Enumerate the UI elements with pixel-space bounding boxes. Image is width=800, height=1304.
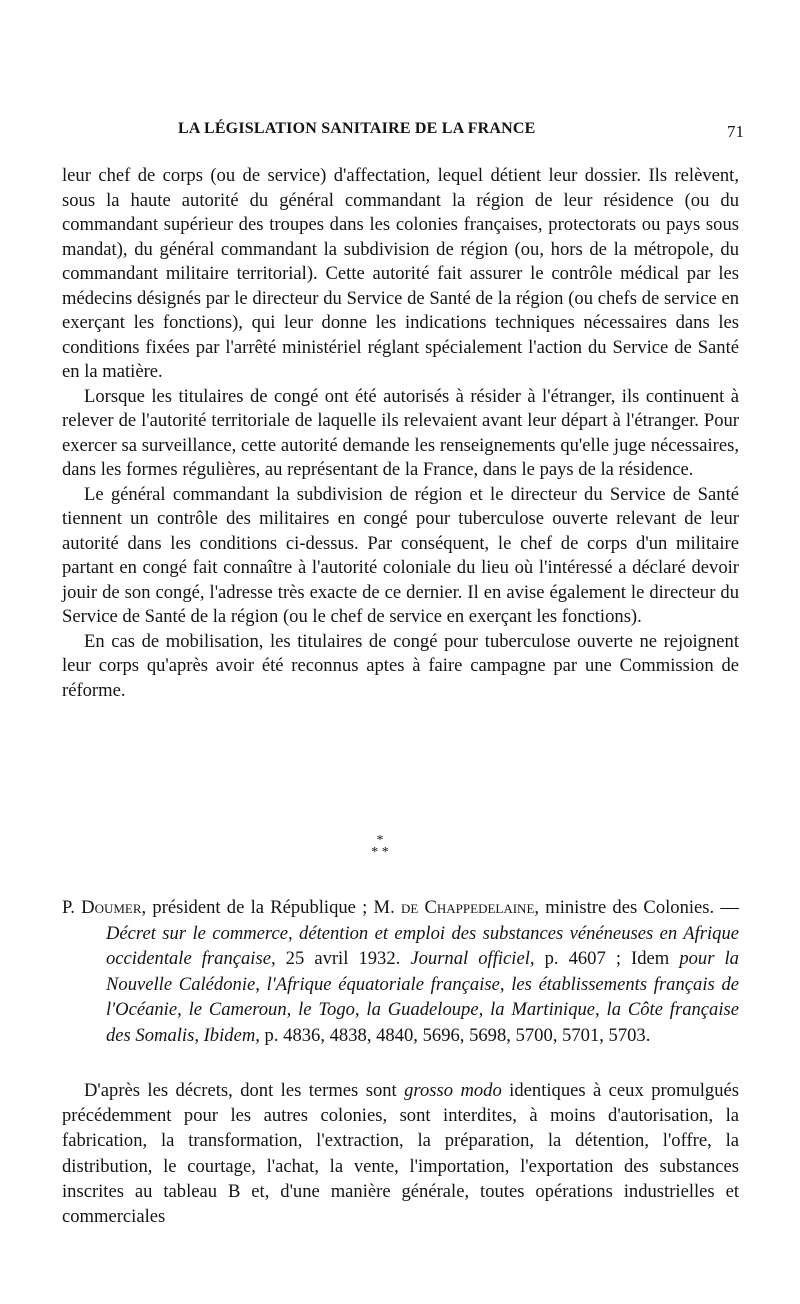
paragraph-decree-summary xyxy=(62,1078,739,1229)
asterism-top: * xyxy=(376,833,384,848)
asterism-bottom: * * xyxy=(371,845,389,860)
paragraph-mobilisation: En cas de mobilisation, les titulaires de congé pour tuberculose ouverte ne rejoignent leur corps qu'après avoir été reconnus aptes à faire campagne par une Commission de réforme. xyxy=(62,630,739,701)
citation-author2-role: , ministre des Colonies. — xyxy=(534,897,740,918)
paragraph-abroad: Lorsque les titulaires de congé ont été autorisés à résider à l'étranger, ils continuent à relever de l'autorité territoriale de laquelle ils relevaient avant leur départ à l'étranger. Pour exercer sa surveillance, cette autorité demande les renseignements qu'elle juge nécessaires, dans les formes régulières, au représentant de la France, dans le pays de la résidence. xyxy=(62,385,739,480)
citation-author1-role: , président de la République ; M. xyxy=(141,897,401,918)
section-divider-asterism xyxy=(360,835,400,871)
paragraph-control: Le général commandant la subdivision de région et le directeur du Service de Santé tiennent un contrôle des militaires en congé pour tuberculose ouverte relevant de leur autorité dans les conditions ci-dessus. Par conséquent, le chef de corps d'un militaire partant en congé fait connaître à l'autorité coloniale du lieu où l'intéressé a déclaré devoir jouir de son congé, l'adresse très exacte de ce dernier. Il en avise également le directeur du Service de Santé de la région (ou le chef de service en exerçant les fonctions). xyxy=(62,483,739,627)
summary-text-before: D'après les décrets, dont les termes sont xyxy=(84,1080,405,1101)
citation-colonies-title: pour la Nouvelle Calédonie, l'Afrique équatoriale française, les établissements français de l'Océanie, le Cameroun, le Togo, la Guadeloupe, la Martinique, la Côte française des Somalis, Ibidem, xyxy=(106,948,739,1046)
military-leave-section xyxy=(62,164,739,703)
citation-journal: Journal officiel, xyxy=(410,948,535,969)
citation-date: 25 avril 1932. xyxy=(275,948,411,969)
running-header xyxy=(60,120,744,146)
citation-decree-title: Décret sur le commerce, détention et emploi des substances vénéneuses en Afrique occidentale française, xyxy=(106,922,739,969)
paragraph-continuation: leur chef de corps (ou de service) d'affectation, lequel détient leur dossier. Ils relèvent, sous la haute autorité du général commandant la région de leur résidence (ou du commandant supérieur des troupes dans les colonies françaises, protectorats ou pays sous mandat), du général commandant la subdivision de région (ou, hors de la métropole, du commandant militaire territorial). Cette autorité fait assurer le contrôle médical par les médecins désignés par le directeur du Service de Santé de la région (ou chefs de service en exerçant les fonctions), qui leur donne les indications techniques nécessaires dans les conditions fixées par l'arrêté ministériel réglant spécialement l'action du Service de Santé en la matière. xyxy=(62,165,739,382)
citation-author2-name: de Chappedelaine xyxy=(400,897,535,918)
citation-author1-initial: P. xyxy=(62,897,82,918)
page-number: 71 xyxy=(727,122,744,141)
summary-text-after: identiques à ceux promulgués précédemment pour les autres colonies, sont interdites, à moins d'autorisation, la fabrication, la transformation, l'extraction, la préparation, la détention, l'offre, la distribution, le courtage, l'achat, la vente, l'importation, l'exportation des substances inscrites au tableau B et, d'une manière générale, toutes opérations industrielles et commerciales xyxy=(62,1080,739,1228)
summary-text-italic: grosso modo xyxy=(404,1080,502,1101)
decree-citation xyxy=(62,895,739,1048)
citation-pages: p. 4836, 4838, 4840, 5696, 5698, 5700, 5701, 5703. xyxy=(259,1024,651,1046)
citation-page: p. 4607 ; Idem xyxy=(534,948,680,969)
running-title: LA LÉGISLATION SANITAIRE DE LA FRANCE xyxy=(178,120,536,137)
citation-author1-name: Doumer xyxy=(81,897,142,918)
decree-summary-section xyxy=(62,1078,739,1229)
